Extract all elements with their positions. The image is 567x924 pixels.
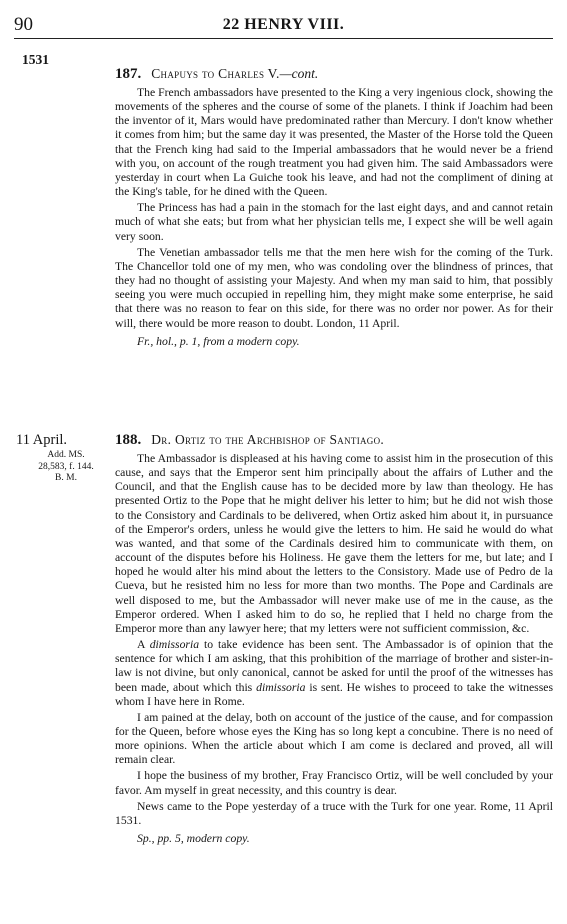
entry-number: 188. (115, 432, 142, 448)
paragraph: The Venetian ambassador tells me that the men here wish for the coming of the Turk. The Chancellor told one of my men, who was condoling over the blindness of princes, that they had no thought of assisting your Majesty. And when my man said to him, that possibly seeing you were much occupied in repelling him, they might make some enterprise, he said that there was no reason to fear on this side, for there was no order nor power. As for their will, there would be more reason to doubt. London, 11 April. (115, 245, 553, 330)
paragraph: The Princess has had a pain in the stomach for the last eight days, and and cannot retain much of what she eats; but from what her physician tells me, I expect she will be well again very soon. (115, 201, 553, 243)
margin-year: 1531 (22, 52, 49, 67)
source-line: 28,583, f. 144. (38, 461, 94, 472)
paragraph: The Ambassador is displeased at his having come to assist him in the prosecution of this cause, and says that the Emperor sent him principally about the affairs of Luther and the Council, and that the English cause has to be decided more by law than theology. He has presented Ortiz to the Pope that he might deliver his letter to him; but he did not wish those to the Consistory and Cardinals to be delivered, when Ortiz asked him about it, in pursuance of the Emperor's orders, unless he would give the letters to him. He said he would do what was wanted, and that some of the Cardinals desired him to communicate with them, on account of the disputes before his Holiness. He gave them the letters for me, but late; and I hoped he would alter his mind about the letters to the Consistory. Made use of Pedro de la Cueva, but he resisted him no less for more than two months. The Pope and Cardinals are well disposed to me, but the Ambassador will never make use of me in the cause, as the Emperor ordered. When I asked him to do so, he replied that I held no charge from the Emperor more than any lawyer here; that my letters were not sufficient commission, &c. (115, 452, 553, 635)
entry-188-body (115, 452, 553, 848)
text-run: A (137, 638, 150, 652)
source-line: B. M. (55, 473, 77, 483)
page-header (14, 14, 553, 38)
paragraph: I am pained at the delay, both on account of the justice of the cause, and for compassion for the Queen, before whose eyes the King has so long kept a concubine. There is no need of more opinions. When the article about which I am come is declared and proved, all will remain clear. (115, 710, 553, 767)
header-rule (14, 38, 553, 39)
italic-term: dimissoria (256, 680, 306, 694)
entry-187-heading (115, 66, 549, 83)
entry-title: Dr. Ortiz to the Archbishop of Santiago. (151, 432, 385, 447)
entry-187-body (115, 86, 553, 351)
italic-term: dimissoria (149, 638, 200, 652)
running-head: 22 HENRY VIII. (222, 16, 345, 33)
text-run: to take evidence has been sent. The Ambassador is of opinion that the sentence for which I am asking, that this prohibition of the marriage of brother and sister-in-law is not divine, but only canonical, cannot be asked for until the proof of the witnesses has been made, about which this (115, 638, 554, 694)
text-run: is sent. He wishes to proceed to take the witnesses whom I have here in Rome. (115, 680, 553, 708)
page-number: 90 (14, 14, 33, 35)
entry-number: 187. (115, 66, 142, 82)
source-line: Add. MS. (47, 450, 85, 460)
entry-188-heading (115, 432, 549, 449)
source-note: Sp., pp. 5, modern copy. (137, 832, 250, 846)
margin-date: 11 April. (16, 432, 68, 448)
paragraph: The French ambassadors have presented to the King a very ingenious clock, showing the movements of the spheres and the course of some of the planets. I think if Joachim had been the inventor of it, Mars would have predominated rather than Mercury. I don't know whether it comes from him; but the same day it was presented, the Master of the Horse told the Queen that the French king had said to the Imperial ambassadors that he would never be a friend with you, on account of the rough treatment you had given him. The said Ambassadors were yesterday in court when La Guiche took his leave, and had not the compliment of dining at the King's table, for he dined with the Queen. (115, 86, 553, 199)
entry-title: Chapuys to Charles V. (151, 66, 280, 81)
paragraph (115, 638, 553, 709)
paragraph: News came to the Pope yesterday of a truce with the Turk for one year. Rome, 11 April 1531. (115, 799, 553, 827)
paragraph: I hope the business of my brother, Fray Francisco Ortiz, will be well concluded by your favor. Am myself in great necessity, and this country is dear. (115, 769, 553, 797)
margin-source (28, 450, 104, 485)
entry-continued: —cont. (279, 66, 319, 81)
source-note: Fr., hol., p. 1, from a modern copy. (137, 334, 300, 348)
